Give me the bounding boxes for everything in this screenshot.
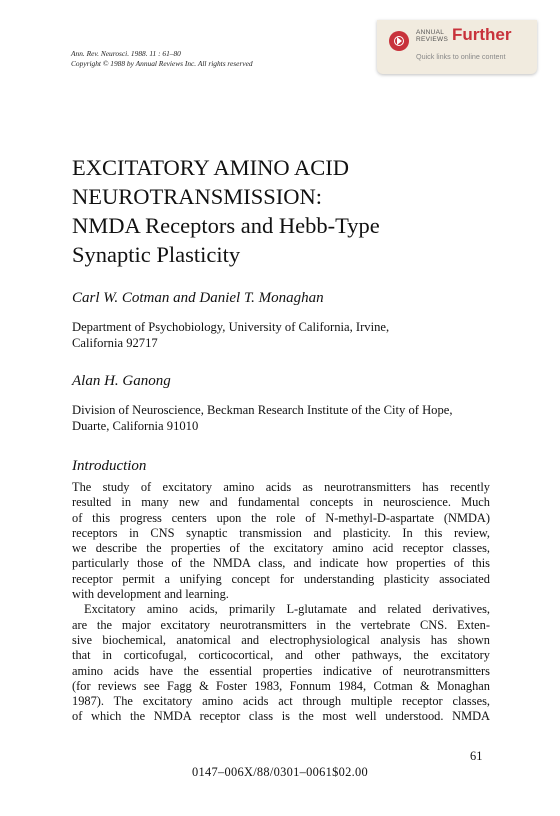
body-line: of which the NMDA receptor class is the most well understood. NMDA [72,709,490,724]
body-line: that in corticofugal, corticocortical, and other pathways, the excitatory [72,648,490,663]
body-line: with development and learning. [72,587,229,602]
body-line: resulted in many new and fundamental concepts in neuroscience. Much [72,495,490,510]
body-line: (for reviews see Fagg & Foster 1983, Fonnum 1984, Cotman & Monaghan [72,678,490,693]
article-code: 0147–006X/88/0301–0061$02.00 [191,765,369,779]
body-line: are the major excitatory neurotransmitters in the vertebrate CNS. Exten- [72,617,490,632]
article-title [72,153,380,269]
badge-publisher-name: ANNUAL REVIEWS [416,29,449,43]
body-line: receptors in CNS synaptic transmission and plasticity. In this review, [72,525,490,540]
body-line: amino acids have the essential properties indicative of neurotransmitters [72,663,490,678]
title-line-4: Synaptic Plasticity [72,242,241,267]
affiliation-2 [72,402,453,434]
affiliation-1 [72,319,389,351]
affiliation-1-line2: California 92717 [72,336,158,350]
body-line: The study of excitatory amino acids as neurotransmitters has recently [72,480,490,494]
annual-reviews-logo-icon [389,31,409,51]
title-line-3: NMDA Receptors and Hebb-Type [72,213,380,238]
badge-subtitle: Quick links to online content [416,52,506,61]
page-number: 61 [470,749,483,763]
body-line: sive biochemical, anatomical and electrophysiological analysis has shown [72,632,490,647]
author-group-2: Alan H. Ganong [72,373,171,389]
affiliation-2-line1: Division of Neuroscience, Beckman Research Institute of the City of Hope, [72,403,453,417]
author-group-1: Carl W. Cotman and Daniel T. Monaghan [72,290,324,306]
body-text [72,480,490,725]
body-line: of this progress centers upon the role of N-methyl-D-aspartate (NMDA) [72,510,490,525]
title-line-1: EXCITATORY AMINO ACID [72,155,349,180]
body-line: receptor permit a unifying concept for understanding plasticity associated [72,571,490,586]
journal-copyright-line: Copyright © 1988 by Annual Reviews Inc. All rights reserved [71,59,253,68]
annual-reviews-further-badge[interactable] [377,20,537,74]
affiliation-2-line2: Duarte, California 91010 [72,419,199,433]
body-line: particularly those of the NMDA class, and indicate how properties of this [72,556,490,571]
title-line-2: NEUROTRANSMISSION: [72,184,323,209]
section-heading-introduction: Introduction [72,458,147,474]
affiliation-1-line1: Department of Psychobiology, University of California, Irvine, [72,320,390,334]
badge-further-label: Further [452,25,512,44]
body-line: we describe the properties of the excitatory amino acid receptor classes, [72,541,490,556]
journal-citation-line1: Ann. Rev. Neurosci. 1988. 11 : 61–80 [71,49,181,58]
body-line: 1987). The excitatory amino acids act through multiple receptor classes, [72,694,490,709]
body-line: Excitatory amino acids, primarily L-glutamate and related derivatives, [84,602,490,617]
journal-citation [71,49,253,69]
